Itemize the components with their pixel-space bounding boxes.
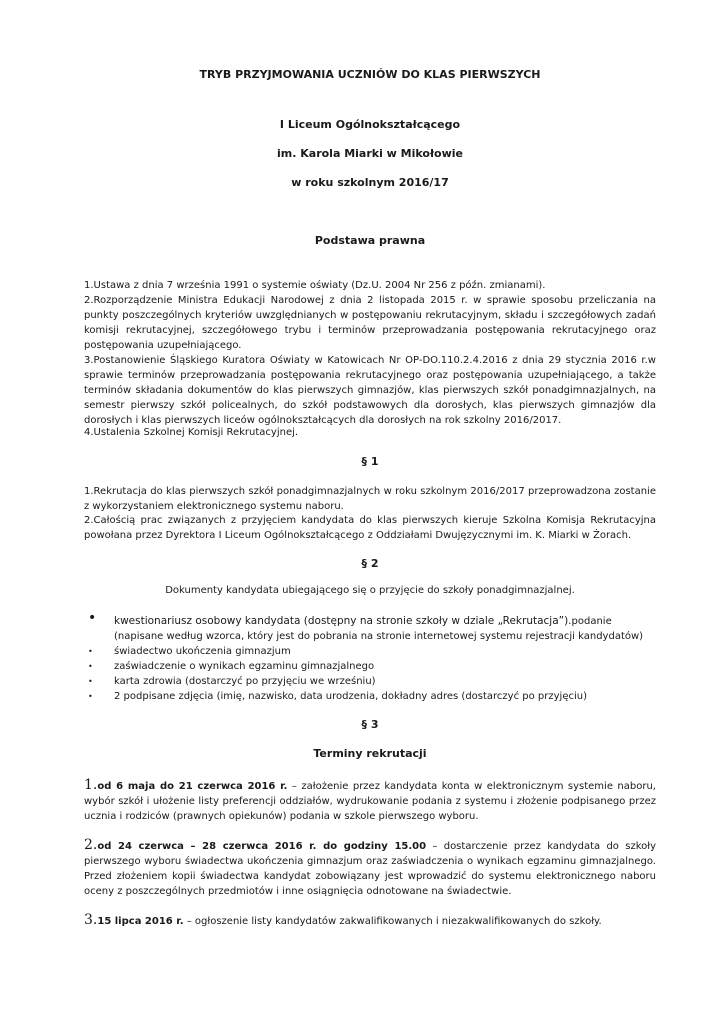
list-item-text: 2 podpisane zdjęcia (imię, nazwisko, data urodzenia, dokładny adres (dostarczyć po przyjęciu) <box>114 691 587 702</box>
section-3-subheading: Terminy rekrutacji <box>313 747 427 760</box>
list-item-text: zaświadczenie o wynikach egzaminu gimnazjalnego <box>114 661 375 672</box>
legal-basis-item: 3.Postanowienie Śląskiego Kuratora Oświaty w Katowicach Nr OP-DO.110.2.4.2016 z dnia 29 stycznia 2016 r.w sprawie terminów przeprowadzania postępowania rekrutacyjnego oraz postępowania uzupełniającego, a także terminów składania dokumentów do klas pierwszych gimnazjów, klas pierwszych szkół ponadgimnazjalnych, na semestr pierwszy szkół policealnych, do szkół podstawowych dla dorosłych, klas pierwszych gimnazjów dla dorosłych i klas pierwszych liceów ogólnokształcących dla dorosłych na rok szkolny 2016/2017. <box>84 355 656 426</box>
documents-list <box>84 610 656 704</box>
list-item <box>84 659 656 674</box>
term-item <box>84 913 656 929</box>
list-item <box>84 674 656 689</box>
term-text: – ogłoszenie listy kandydatów zakwalifikowanych i niezakwalifikowanych do szkoły. <box>183 916 602 927</box>
school-year: w roku szkolnym 2016/17 <box>291 176 449 189</box>
bullet-icon: • <box>88 610 97 626</box>
term-date: od 6 maja do 21 czerwca 2016 r. <box>97 781 288 792</box>
term-text: – dostarczenie przez kandydata do szkoły pierwszego wyboru świadectwa ukończenia gimnazjum oraz zaświadczenia o wynikach egzaminu gimnazjalnego. Przed złożeniem kopii świadectwa kandydat zobowiązany jest wprowadzić do systemu elektronicznego naboru oceny z poszczególnych przedmiotów i inne osiągnięcia odnotowane na świadectwie. <box>84 841 657 897</box>
bullet-icon: • <box>88 677 93 686</box>
bullet-icon: • <box>88 692 93 701</box>
bullet-icon: • <box>88 647 93 656</box>
term-number: 2. <box>84 837 98 853</box>
school-patron: im. Karola Miarki w Mikołowie <box>277 147 463 160</box>
section-2-intro: Dokumenty kandydata ubiegającego się o przyjęcie do szkoły ponadgimnazjalnej. <box>165 585 575 596</box>
list-item-rest: podanie (napisane według wzorca, który jest do pobrania na stronie internetowej systemu rejestracji kandydatów) <box>114 616 644 642</box>
bullet-icon: • <box>88 662 93 671</box>
document-title: TRYB PRZYJMOWANIA UCZNIÓW DO KLAS PIERWSZYCH <box>199 68 541 81</box>
legal-basis-heading: Podstawa prawna <box>314 234 426 247</box>
list-item <box>84 689 656 704</box>
school-name: I Liceum Ogólnokształcącego <box>279 118 461 131</box>
legal-basis-item: 1.Ustawa z dnia 7 września 1991 o systemie oświaty (Dz.U. 2004 Nr 256 z późn. zmianami). <box>84 280 546 291</box>
list-item-text: świadectwo ukończenia gimnazjum <box>114 646 291 657</box>
term-text: – założenie przez kandydata konta w elektronicznym systemie naboru, wybór szkół i ułożenie listy preferencji oddziałów, wydrukowanie podania z systemu i złożenie podpisanego przez ucznia i rodziców (prawnych opiekunów) podania w szkole pierwszego wyboru. <box>84 781 656 822</box>
term-number: 1. <box>84 777 98 793</box>
term-date: 15 lipca 2016 r. <box>97 916 184 927</box>
term-item <box>84 838 656 899</box>
section-1-item: 2.Całością prac związanych z przyjęciem kandydata do klas pierwszych kieruje Szkolna Komisja Rekrutacyjna powołana przez Dyrektora I Liceum Ogólnokształcącego z Oddziałami Dwujęzycznymi im. K. Miarki w Żorach. <box>84 515 656 541</box>
term-item <box>84 778 656 824</box>
section-2-heading: § 2 <box>361 557 379 570</box>
list-item <box>84 610 656 644</box>
section-3-heading: § 3 <box>361 718 379 731</box>
list-item-text: karta zdrowia (dostarczyć po przyjęciu we wrześniu) <box>114 676 376 687</box>
list-item-lead: kwestionariusz osobowy kandydata (dostępny na stronie szkoły w dziale „Rekrutacja”). <box>114 615 572 627</box>
legal-basis-item: 2.Rozporządzenie Ministra Edukacji Narodowej z dnia 2 listopada 2015 r. w sprawie sposobu przeliczania na punkty poszczególnych kryteriów uwzględnianych w postępowaniu rekrutacyjnym, składu i szczegółowych zadań komisji rekrutacyjnej, szczegółowego trybu i terminów przeprowadzania postępowania rekrutacyjnego oraz postępowania uzupełniającego. <box>84 295 656 351</box>
term-date: od 24 czerwca – 28 czerwca 2016 r. do godziny 15.00 <box>97 841 427 852</box>
section-1-item: 1.Rekrutacja do klas pierwszych szkół ponadgimnazjalnych w roku szkolnym 2016/2017 przeprowadzona zostanie z wykorzystaniem elektronicznego systemu naboru. <box>84 486 656 512</box>
list-item <box>84 644 656 659</box>
section-1-heading: § 1 <box>361 455 379 468</box>
legal-basis-item: 4.Ustalenia Szkolnej Komisji Rekrutacyjnej. <box>84 427 299 438</box>
term-number: 3. <box>84 912 98 928</box>
